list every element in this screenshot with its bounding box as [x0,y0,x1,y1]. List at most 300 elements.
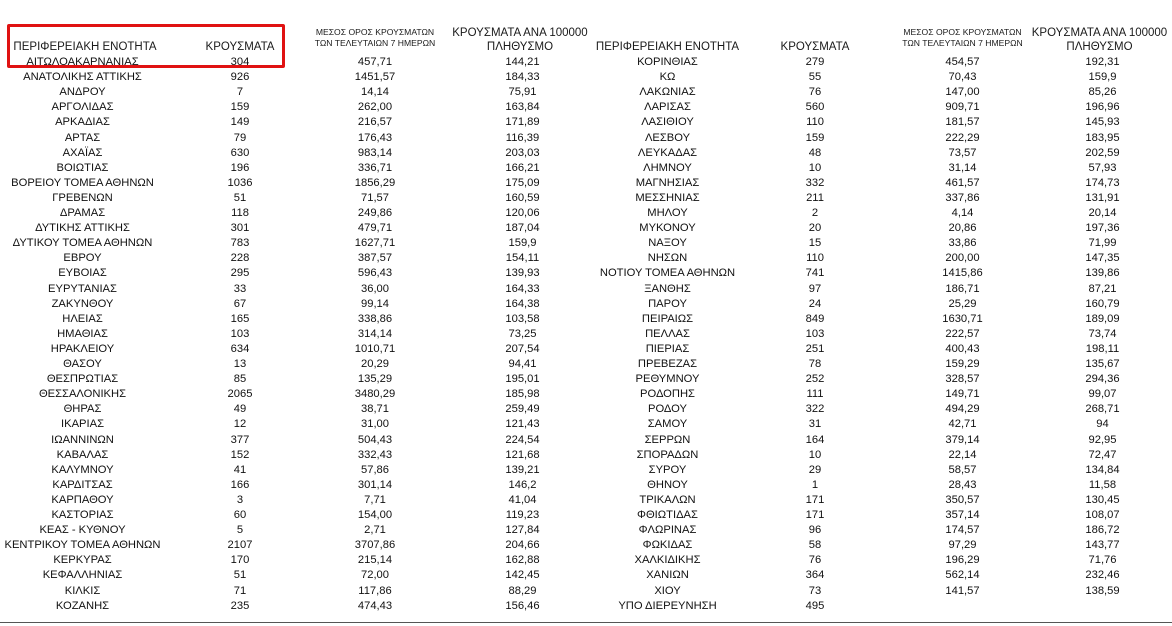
header-cases-left: ΚΡΟΥΣΜΑΤΑ [205,41,275,53]
right-cell-region: ΠΡΕΒΕΖΑΣ [637,358,698,370]
left-cell-per100k: 175,09 [505,176,540,189]
right-cell-cases: 55 [808,71,822,84]
right-cell-region: ΡΟΔΟΠΗΣ [640,388,695,401]
right-cell-region: ΠΕΙΡΑΙΩΣ [641,312,694,325]
left-cell-avg7: 336,71 [357,161,393,174]
left-cell-per100k: 204,66 [505,539,540,552]
left-cell-region: ΚΕΦΑΛΛΗΝΙΑΣ [42,569,123,582]
left-cell-region: ΑΝΔΡΟΥ [59,86,106,99]
right-cell-avg7: 20,86 [948,222,977,235]
right-cell-per100k: 189,09 [1085,312,1120,325]
left-cell-region: ΚΙΛΚΙΣ [64,584,101,597]
left-cell-cases: 85 [233,373,247,386]
left-cell-cases: 295 [230,267,250,280]
right-cell-region: ΦΛΩΡΙΝΑΣ [638,524,697,537]
right-cell-per100k: 131,91 [1085,191,1120,204]
left-cell-per100k: 185,98 [505,388,540,401]
left-cell-per100k: 139,21 [505,463,540,476]
left-cell-per100k: 119,23 [505,509,540,521]
left-cell-per100k: 207,54 [505,342,540,355]
header-per100k-right-line2: ΠΛΗΘΥΣΜΟ [1066,41,1133,53]
right-cell-region: ΝΑΞΟΥ [648,237,687,250]
right-cell-region: ΠΕΛΛΑΣ [645,327,690,340]
right-cell-region: ΚΟΡΙΝΘΙΑΣ [637,56,698,68]
right-cell-cases: 76 [808,554,822,567]
left-cell-per100k: 41,04 [508,493,537,506]
left-cell-avg7: 338,86 [357,312,393,325]
right-cell-avg7: 379,14 [945,433,980,446]
right-cell-cases: 560 [805,101,825,114]
left-cell-cases: 235 [230,599,250,612]
right-cell-avg7: 70,43 [948,71,977,84]
left-cell-per100k: 166,21 [505,161,540,174]
left-cell-region: ΑΡΤΑΣ [64,131,101,144]
left-cell-cases: 166 [230,478,250,491]
right-cell-avg7: 454,57 [945,56,980,68]
right-cell-avg7: 350,57 [945,493,980,506]
left-cell-avg7: 474,43 [357,599,393,612]
left-cell-avg7: 215,14 [357,554,393,567]
right-cell-cases: 110 [806,252,824,265]
left-cell-per100k: 163,84 [505,101,540,114]
left-cell-cases: 3 [236,493,244,506]
right-cell-avg7: 337,86 [945,191,980,204]
left-cell-per100k: 142,45 [505,569,540,582]
left-cell-avg7: 301,14 [357,478,393,491]
right-cell-per100k: 147,35 [1085,252,1120,265]
left-cell-cases: 41 [233,463,247,476]
right-cell-cases: 251 [805,342,825,355]
right-cell-avg7: 22,14 [948,448,977,461]
right-cell-avg7: 97,29 [948,539,977,552]
left-cell-cases: 103 [230,327,250,340]
left-cell-avg7: 135,29 [357,373,393,386]
left-cell-avg7: 2,71 [364,524,386,537]
right-cell-region: ΞΑΝΘΗΣ [644,282,691,295]
left-cell-region: ΘΗΡΑΣ [63,403,102,416]
right-cell-cases: 78 [808,358,822,370]
left-cell-cases: 33 [233,282,247,295]
header-avg7-right-line1: ΜΕΣΟΣ ΟΡΟΣ ΚΡΟΥΣΜΑΤΩΝ [903,27,1022,37]
left-cell-avg7: 479,71 [357,222,393,235]
right-cell-cases: 10 [808,448,822,461]
left-cell-region: ΘΕΣΠΡΩΤΙΑΣ [46,373,119,386]
right-cell-cases: 103 [805,327,825,340]
right-cell-region: ΠΙΕΡΙΑΣ [645,342,690,355]
left-cell-region: ΚΑΡΠΑΘΟΥ [51,493,114,506]
left-cell-region: ΑΙΤΩΛΟΑΚΑΡΝΑΝΙΑΣ [26,56,139,68]
left-cell-cases: 2065 [227,388,253,401]
header-per100k-left-line2: ΠΛΗΘΥΣΜΟ [486,41,554,53]
left-cell-avg7: 216,57 [357,116,393,129]
right-cell-cases: 332 [805,176,825,189]
left-cell-region: ΙΩΑΝΝΙΝΩΝ [51,433,114,446]
left-cell-region: ΑΝΑΤΟΛΙΚΗΣ ΑΤΤΙΚΗΣ [23,71,142,84]
right-cell-avg7: 200,00 [945,252,980,265]
left-cell-cases: 5 [236,524,244,537]
left-cell-region: ΚΑΛΥΜΝΟΥ [51,463,114,476]
right-cell-region: ΜΕΣΣΗΝΙΑΣ [635,191,700,204]
left-cell-per100k: 203,03 [505,146,540,159]
right-cell-cases: 110 [806,116,824,129]
right-cell-per100k: 143,77 [1085,539,1120,552]
left-cell-region: ΙΚΑΡΙΑΣ [61,418,104,431]
right-cell-per100k: 197,36 [1085,222,1120,235]
left-cell-avg7: 176,43 [357,131,393,144]
left-cell-region: ΑΡΓΟΛΙΔΑΣ [51,101,114,114]
right-cell-cases: 58 [808,539,822,552]
left-cell-cases: 67 [233,297,247,310]
left-cell-region: ΕΥΡΥΤΑΝΙΑΣ [48,282,117,295]
left-cell-cases: 304 [230,56,250,68]
right-cell-cases: 279 [805,56,825,68]
left-cell-avg7: 72,00 [361,569,389,582]
left-cell-avg7: 596,43 [357,267,393,280]
left-cell-avg7: 983,14 [357,146,393,159]
right-cell-per100k: 268,71 [1085,403,1120,416]
right-cell-avg7: 73,57 [948,146,977,159]
right-cell-per100k: 160,79 [1085,297,1120,310]
right-cell-cases: 159 [805,131,825,144]
right-cell-region: ΤΡΙΚΑΛΩΝ [639,493,696,506]
right-cell-avg7: 42,71 [948,418,977,431]
left-cell-region: ΚΑΡΔΙΤΣΑΣ [52,478,113,491]
right-cell-region: ΝΟΤΙΟΥ ΤΟΜΕΑ ΑΘΗΝΩΝ [599,267,736,280]
left-cell-per100k: 154,11 [505,252,540,265]
right-cell-region: ΜΗΛΟΥ [647,207,688,219]
right-cell-region: ΛΑΣΙΘΙΟΥ [641,116,694,129]
right-cell-per100k: 174,73 [1085,176,1120,189]
left-cell-region: ΒΟΡΕΙΟΥ ΤΟΜΕΑ ΑΘΗΝΩΝ [11,176,154,189]
left-cell-per100k: 144,21 [505,56,540,68]
right-cell-region: ΧΑΛΚΙΔΙΚΗΣ [634,554,701,567]
right-cell-cases: 741 [805,267,825,280]
right-cell-per100k [1035,599,1170,613]
right-cell-avg7: 147,00 [945,86,980,99]
right-cell-region: ΛΕΥΚΑΔΑΣ [637,146,698,159]
right-cell-avg7: 328,57 [945,373,980,386]
right-cell-cases: 96 [808,524,822,537]
left-cell-avg7: 262,00 [357,101,393,114]
left-cell-per100k: 259,49 [505,403,540,416]
left-cell-cases: 159 [230,101,250,114]
highlight-box [7,24,285,68]
left-cell-cases: 1036 [227,176,253,189]
right-cell-cases: 252 [805,373,825,386]
right-cell-region: ΧΙΟΥ [654,584,681,597]
right-cell-cases: 171 [805,509,825,521]
left-cell-cases: 60 [233,509,247,521]
header-per100k-left-line1: ΚΡΟΥΣΜΑΤΑ ΑΝΑ 100000 [452,27,588,39]
left-cell-cases: 926 [230,71,250,84]
left-cell-cases: 634 [230,342,250,355]
right-cell-per100k: 192,31 [1085,56,1120,68]
right-cell-avg7: 1630,71 [942,312,983,325]
left-cell-avg7: 314,14 [357,327,393,340]
right-cell-region: ΜΑΓΝΗΣΙΑΣ [635,176,700,189]
left-cell-cases: 783 [230,237,250,250]
left-cell-cases: 196 [230,161,250,174]
right-cell-per100k: 294,36 [1085,373,1120,386]
left-cell-avg7: 14,14 [361,86,389,99]
left-cell-per100k: 73,25 [508,327,537,340]
left-cell-region: ΚΕΝΤΡΙΚΟΥ ΤΟΜΕΑ ΑΘΗΝΩΝ [4,539,161,552]
right-cell-per100k: 71,99 [1088,237,1117,250]
right-cell-per100k: 73,74 [1088,327,1117,340]
left-cell-region: ΔΥΤΙΚΗΣ ΑΤΤΙΚΗΣ [35,222,130,235]
left-cell-per100k: 162,88 [505,554,540,567]
right-cell-avg7: 31,14 [948,161,977,174]
left-cell-region: ΔΡΑΜΑΣ [59,207,106,219]
right-cell-per100k: 202,59 [1085,146,1120,159]
bottom-divider [0,622,1172,623]
right-cell-region: ΣΑΜΟΥ [647,418,688,431]
right-cell-region: ΣΠΟΡΑΔΩΝ [636,448,699,461]
left-cell-region: ΘΑΣΟΥ [63,358,102,370]
left-cell-avg7: 117,86 [358,584,392,597]
right-cell-per100k: 11,58 [1088,478,1117,491]
left-cell-region: ΕΥΒΟΙΑΣ [58,267,107,280]
right-cell-region: ΝΗΣΩΝ [647,252,688,265]
left-cell-region: ΚΟΖΑΝΗΣ [55,599,110,612]
right-cell-cases: 48 [808,146,822,159]
left-cell-region: ΚΕΑΣ - ΚΥΘΝΟΥ [39,524,126,537]
left-cell-region: ΑΡΚΑΔΙΑΣ [55,116,110,129]
right-cell-region: ΣΕΡΡΩΝ [644,433,691,446]
left-cell-region: ΚΕΡΚΥΡΑΣ [53,554,112,567]
left-cell-avg7: 1627,71 [354,237,396,250]
right-cell-cases: 164 [805,433,825,446]
right-cell-region: ΚΩ [659,71,676,84]
right-cell-avg7: 33,86 [948,237,977,250]
left-cell-region: ΕΒΡΟΥ [63,252,102,265]
left-cell-per100k: 139,93 [505,267,540,280]
right-cell-avg7: 1415,86 [942,267,983,280]
right-cell-cases: 10 [808,161,822,174]
right-cell-avg7 [885,599,1040,613]
right-cell-avg7: 196,29 [945,554,980,567]
right-cell-region: ΘΗΝΟΥ [647,478,688,491]
left-cell-avg7: 1451,57 [354,71,396,84]
right-cell-avg7: 222,57 [945,327,980,340]
right-cell-per100k: 183,95 [1085,131,1120,144]
left-cell-avg7: 57,86 [361,463,389,476]
right-cell-region: ΛΑΚΩΝΙΑΣ [639,86,696,99]
right-cell-cases: 15 [808,237,822,250]
right-cell-avg7: 494,29 [945,403,980,416]
right-cell-cases: 29 [808,463,822,476]
right-cell-per100k: 99,07 [1088,388,1117,401]
left-cell-avg7: 154,00 [357,509,393,521]
left-cell-region: ΖΑΚΥΝΘΟΥ [51,297,114,310]
right-cell-avg7: 4,14 [951,207,974,219]
right-cell-region: ΛΑΡΙΣΑΣ [644,101,691,114]
left-cell-avg7: 3480,29 [354,388,396,401]
right-cell-region: ΡΟΔΟΥ [648,403,687,416]
right-cell-region: ΣΥΡΟΥ [648,463,687,476]
right-cell-cases: 849 [805,312,825,325]
left-cell-per100k: 164,38 [505,297,540,310]
right-cell-avg7: 400,43 [945,342,980,355]
right-cell-avg7: 25,29 [948,297,977,310]
header-region-right: ΠΕΡΙΦΕΡΕΙΑΚΗ ΕΝΟΤΗΤΑ [595,41,740,53]
right-cell-region: ΛΗΜΝΟΥ [643,161,692,174]
left-cell-per100k: 160,59 [505,191,540,204]
left-cell-cases: 7 [236,86,244,99]
left-cell-region: ΘΕΣΣΑΛΟΝΙΚΗΣ [38,388,127,401]
right-cell-per100k: 108,07 [1085,509,1120,521]
left-cell-cases: 51 [233,191,247,204]
right-cell-avg7: 149,71 [945,388,980,401]
header-avg7-left-line2: ΤΩΝ ΤΕΛΕΥΤΑΙΩΝ 7 ΗΜΕΡΩΝ [314,38,436,48]
right-cell-per100k: 186,72 [1085,524,1120,537]
header-avg7-left-line1: ΜΕΣΟΣ ΟΡΟΣ ΚΡΟΥΣΜΑΤΩΝ [315,27,435,37]
left-cell-cases: 12 [233,418,247,431]
left-cell-cases: 51 [233,569,247,582]
left-cell-cases: 118 [231,207,249,219]
right-cell-per100k: 130,45 [1085,493,1120,506]
left-cell-region: ΗΛΕΙΑΣ [62,312,103,325]
right-cell-avg7: 174,57 [945,524,980,537]
header-per100k-right-line1: ΚΡΟΥΣΜΑΤΑ ΑΝΑ 100000 [1031,27,1168,39]
header-avg7-right-line2: ΤΩΝ ΤΕΛΕΥΤΑΙΩΝ 7 ΗΜΕΡΩΝ [902,38,1023,48]
left-cell-cases: 71 [233,584,247,597]
left-cell-cases: 170 [230,554,250,567]
left-cell-region: ΔΥΤΙΚΟΥ ΤΟΜΕΑ ΑΘΗΝΩΝ [12,237,153,250]
right-cell-cases: 31 [808,418,822,431]
right-cell-avg7: 159,29 [945,358,980,370]
left-cell-region: ΗΜΑΘΙΑΣ [57,327,108,340]
left-cell-avg7: 20,29 [361,358,389,370]
left-cell-avg7: 1856,29 [354,176,396,189]
right-cell-per100k: 85,26 [1088,86,1117,99]
right-cell-avg7: 186,71 [945,282,980,295]
left-cell-avg7: 332,43 [357,448,393,461]
left-cell-per100k: 94,41 [508,358,537,370]
right-cell-cases: 20 [808,222,822,235]
right-cell-avg7: 461,57 [945,176,980,189]
right-cell-per100k: 198,11 [1085,342,1120,355]
left-cell-avg7: 457,71 [357,56,393,68]
left-cell-per100k: 121,43 [505,418,540,431]
left-cell-avg7: 99,14 [361,297,389,310]
right-cell-cases: 73 [808,584,822,597]
left-cell-per100k: 127,84 [505,524,540,537]
right-cell-avg7: 58,57 [948,463,977,476]
left-cell-cases: 2107 [227,539,253,552]
left-cell-per100k: 187,04 [505,222,540,235]
left-cell-cases: 49 [233,403,247,416]
left-cell-cases: 152 [230,448,250,461]
left-cell-per100k: 171,89 [505,116,540,129]
left-cell-cases: 301 [230,222,250,235]
right-cell-cases: 2 [811,207,819,219]
right-cell-cases: 111 [806,388,824,401]
left-cell-avg7: 3707,86 [354,539,396,552]
right-cell-per100k: 135,67 [1085,358,1120,370]
right-cell-per100k: 145,93 [1085,116,1120,129]
right-cell-avg7: 28,43 [948,478,977,491]
left-cell-cases: 630 [230,146,250,159]
left-cell-avg7: 504,43 [357,433,393,446]
left-cell-avg7: 1010,71 [354,342,396,355]
left-cell-cases: 79 [233,131,247,144]
right-cell-cases: 97 [808,282,822,295]
left-cell-region: ΑΧΑΪΑΣ [62,146,103,159]
right-cell-per100k: 20,14 [1088,207,1117,219]
header-region-left: ΠΕΡΙΦΕΡΕΙΑΚΗ ΕΝΟΤΗΤΑ [13,41,157,53]
left-cell-per100k: 195,01 [505,373,540,386]
right-cell-avg7: 562,14 [945,569,980,582]
right-cell-region: ΠΑΡΟΥ [648,297,687,310]
left-cell-per100k: 88,29 [508,584,537,597]
right-cell-cases: 76 [808,86,822,99]
left-cell-avg7: 36,00 [361,282,389,295]
left-cell-region: ΒΟΙΩΤΙΑΣ [56,161,109,174]
right-cell-cases: 171 [805,493,825,506]
right-cell-per100k: 87,21 [1088,282,1117,295]
right-cell-per100k: 232,46 [1085,569,1120,582]
left-cell-per100k: 121,68 [505,448,540,461]
right-cell-region: ΜΥΚΟΝΟΥ [639,222,696,235]
left-cell-per100k: 184,33 [505,71,540,84]
left-cell-per100k: 75,91 [508,86,537,99]
left-cell-region: ΚΑΣΤΟΡΙΑΣ [51,509,114,521]
right-cell-per100k: 71,76 [1088,554,1117,567]
right-cell-region: ΦΘΙΩΤΙΔΑΣ [637,509,698,521]
left-cell-per100k: 164,33 [505,282,540,295]
left-cell-cases: 13 [233,358,247,370]
right-cell-cases: 322 [805,403,825,416]
right-cell-cases: 495 [805,599,825,612]
right-cell-cases: 24 [808,297,822,310]
right-cell-region: ΡΕΘΥΜΝΟΥ [635,373,700,386]
right-cell-region: ΧΑΝΙΩΝ [646,569,689,582]
right-cell-per100k: 139,86 [1085,267,1120,280]
right-cell-avg7: 141,57 [945,584,980,597]
right-cell-per100k: 57,93 [1088,161,1117,174]
left-cell-region: ΗΡΑΚΛΕΙΟΥ [50,342,115,355]
left-cell-avg7: 71,57 [361,191,389,204]
right-cell-per100k: 134,84 [1085,463,1120,476]
left-cell-cases: 228 [230,252,250,265]
right-cell-per100k: 72,47 [1088,448,1117,461]
right-cell-avg7: 181,57 [945,116,980,129]
right-cell-cases: 211 [806,191,824,204]
left-cell-per100k: 146,2 [508,478,537,491]
left-cell-per100k: 103,58 [505,312,540,325]
right-cell-avg7: 909,71 [945,101,980,114]
left-cell-per100k: 156,46 [505,599,540,612]
right-cell-region: ΥΠΟ ΔΙΕΡΕΥΝΗΣΗ [618,599,717,612]
left-cell-avg7: 7,71 [364,493,386,506]
right-cell-cases: 1 [811,478,819,491]
header-cases-right: ΚΡΟΥΣΜΑΤΑ [780,41,850,53]
left-cell-avg7: 249,86 [357,207,393,219]
left-cell-per100k: 120,06 [505,207,540,219]
left-cell-avg7: 31,00 [361,418,389,431]
left-cell-avg7: 387,57 [357,252,393,265]
right-cell-avg7: 222,29 [945,131,980,144]
left-cell-cases: 165 [230,312,250,325]
right-cell-cases: 364 [805,569,825,582]
right-cell-per100k: 159,9 [1088,71,1117,84]
right-cell-region: ΦΩΚΙΔΑΣ [642,539,693,552]
right-cell-per100k: 94 [1096,418,1109,431]
left-cell-cases: 377 [230,433,250,446]
left-cell-avg7: 38,71 [361,403,389,416]
right-cell-avg7: 357,14 [945,509,980,521]
